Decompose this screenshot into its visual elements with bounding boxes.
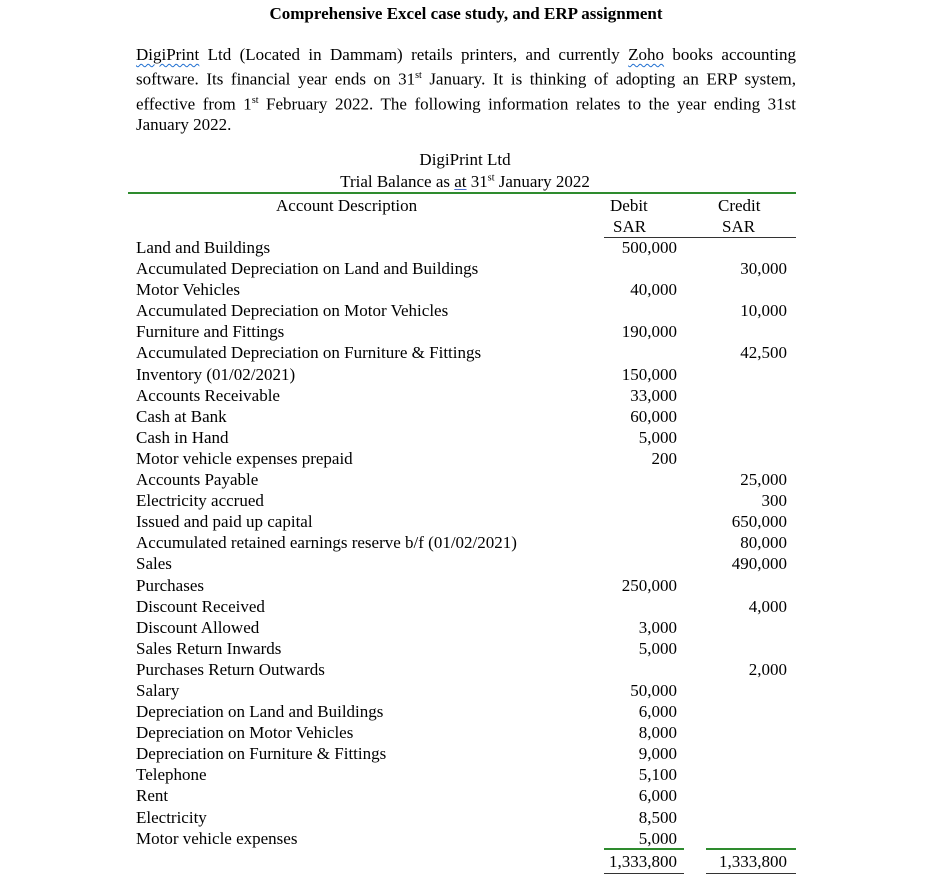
- account-description: Furniture and Fittings: [136, 322, 285, 342]
- debit-amount: 5,000: [638, 638, 677, 658]
- account-description: Depreciation on Motor Vehicles: [136, 723, 354, 743]
- table-row: [136, 828, 796, 849]
- debit-amount: 500,000: [621, 238, 677, 257]
- account-description: Issued and paid up capital: [136, 512, 313, 532]
- debit-amount: 9,000: [638, 744, 677, 764]
- table-row: [136, 617, 796, 638]
- account-description: Accumulated Depreciation on Furniture & Fittings: [136, 343, 482, 363]
- table-row: [136, 364, 796, 385]
- credit-amount: 25,000: [740, 470, 787, 490]
- heading-at: at: [454, 172, 467, 191]
- heading-pre: Trial Balance as: [340, 172, 455, 191]
- table-row: [136, 258, 796, 279]
- account-description: Telephone: [136, 765, 207, 785]
- debit-amount: 33,000: [630, 385, 677, 405]
- account-description: Purchases: [136, 575, 204, 595]
- table-row: [136, 237, 796, 258]
- account-description: Motor vehicle expenses: [136, 828, 298, 848]
- intro-text-3: January. It is thinking of adopting an ERP system, effective from 1: [136, 69, 796, 114]
- header-top-rule: [128, 192, 796, 194]
- account-description: Rent: [136, 786, 169, 806]
- account-description: Accumulated Depreciation on Motor Vehicles: [136, 301, 449, 321]
- table-row: [136, 406, 796, 427]
- debit-amount: 5,100: [638, 765, 677, 785]
- intro-text-1: Ltd (Located in Dammam) retails printers, and currently: [199, 45, 629, 64]
- total-debit: 1,333,800: [609, 852, 677, 871]
- statement-heading: [330, 172, 600, 192]
- currency-credit: SAR: [722, 217, 756, 236]
- table-row: [136, 279, 796, 300]
- document-title: Comprehensive Excel case study, and ERP assignment: [269, 4, 663, 23]
- table-row: [136, 722, 796, 743]
- intro-paragraph: [136, 44, 796, 135]
- debit-amount: 190,000: [621, 322, 677, 342]
- debit-amount: 8,000: [638, 723, 677, 743]
- debit-amount: 5,000: [638, 828, 677, 848]
- credit-amount: 490,000: [731, 554, 787, 574]
- credit-amount: 10,000: [740, 301, 787, 321]
- credit-amount: 42,500: [740, 343, 787, 363]
- table-row: [136, 469, 796, 490]
- account-description: Land and Buildings: [136, 238, 271, 257]
- account-description: Inventory (01/02/2021): [136, 364, 296, 384]
- table-row: [136, 553, 796, 574]
- debit-amount: 3,000: [638, 617, 677, 637]
- debit-amount: 6,000: [638, 786, 677, 806]
- intro-text-2: books accounting software. Its financial year ends on 31: [136, 45, 796, 89]
- account-description: Purchases Return Outwards: [136, 659, 325, 679]
- table-row: [136, 596, 796, 617]
- currency-debit: SAR: [613, 217, 647, 236]
- table-row: [136, 321, 796, 342]
- table-row: [136, 785, 796, 806]
- col-description: Account Description: [276, 196, 418, 215]
- account-description: Sales Return Inwards: [136, 638, 282, 658]
- account-description: Cash at Bank: [136, 406, 227, 426]
- debit-amount: 200: [651, 448, 677, 468]
- trial-balance-rows: [136, 237, 796, 849]
- credit-amount: 300: [761, 491, 787, 511]
- statement-company: DigiPrint Ltd: [419, 150, 511, 169]
- intro-sup-2: st: [251, 94, 259, 106]
- table-row: [136, 743, 796, 764]
- credit-amount: 80,000: [740, 533, 787, 553]
- account-description: Cash in Hand: [136, 427, 229, 447]
- col-credit: Credit: [718, 196, 761, 215]
- intro-sup-1: st: [415, 70, 422, 81]
- account-description: Accumulated Depreciation on Land and Buildings: [136, 259, 479, 279]
- table-row: [136, 300, 796, 321]
- debit-amount: 5,000: [638, 427, 677, 447]
- table-row: [136, 427, 796, 448]
- debit-amount: 60,000: [630, 406, 677, 426]
- table-row: [136, 701, 796, 722]
- account-description: Sales: [136, 554, 172, 574]
- table-row: [136, 511, 796, 532]
- table-row: [136, 659, 796, 680]
- totals-row: [136, 852, 796, 873]
- account-description: Discount Allowed: [136, 617, 260, 637]
- heading-sup: st: [487, 172, 495, 184]
- account-description: Accounts Receivable: [136, 385, 280, 405]
- credit-total-rule: [706, 848, 796, 850]
- account-description: Electricity accrued: [136, 491, 264, 511]
- debit-amount: 8,500: [638, 807, 677, 827]
- table-row: [136, 448, 796, 469]
- table-row: [136, 807, 796, 828]
- account-description: Salary: [136, 680, 180, 700]
- table-row: [136, 638, 796, 659]
- debit-amount: 40,000: [630, 280, 677, 300]
- account-description: Accumulated retained earnings reserve b/f (01/02/2021): [136, 533, 517, 553]
- credit-double-rule: [706, 873, 796, 874]
- table-row: [136, 764, 796, 785]
- credit-amount: 4,000: [748, 596, 787, 616]
- heading-mid: 31: [466, 172, 488, 191]
- debit-total-rule: [604, 848, 684, 850]
- total-credit: 1,333,800: [719, 852, 787, 871]
- debit-amount: 150,000: [621, 364, 677, 384]
- table-row: [136, 385, 796, 406]
- table-row: [136, 532, 796, 553]
- credit-amount: 2,000: [748, 659, 787, 679]
- account-description: Electricity: [136, 807, 207, 827]
- account-description: Depreciation on Land and Buildings: [136, 702, 384, 722]
- intro-text-4: February 2022. The following information relates to the year ending 31st January 2022.: [136, 94, 796, 135]
- account-description: Discount Received: [136, 596, 265, 616]
- debit-amount: 6,000: [638, 702, 677, 722]
- account-description: Motor vehicle expenses prepaid: [136, 448, 353, 468]
- table-row: [136, 342, 796, 363]
- debit-amount: 50,000: [630, 680, 677, 700]
- credit-amount: 30,000: [740, 259, 787, 279]
- account-description: Motor Vehicles: [136, 280, 241, 300]
- debit-amount: 250,000: [621, 575, 677, 595]
- heading-post: January 2022: [494, 172, 590, 191]
- debit-double-rule: [604, 873, 684, 874]
- table-row: [136, 680, 796, 701]
- table-row: [136, 575, 796, 596]
- company-name: DigiPrint: [136, 45, 200, 64]
- col-debit: Debit: [610, 196, 648, 215]
- credit-amount: 650,000: [731, 512, 787, 532]
- account-description: Accounts Payable: [136, 470, 259, 490]
- account-description: Depreciation on Furniture & Fittings: [136, 744, 387, 764]
- table-row: [136, 490, 796, 511]
- software-name: Zoho: [628, 45, 665, 64]
